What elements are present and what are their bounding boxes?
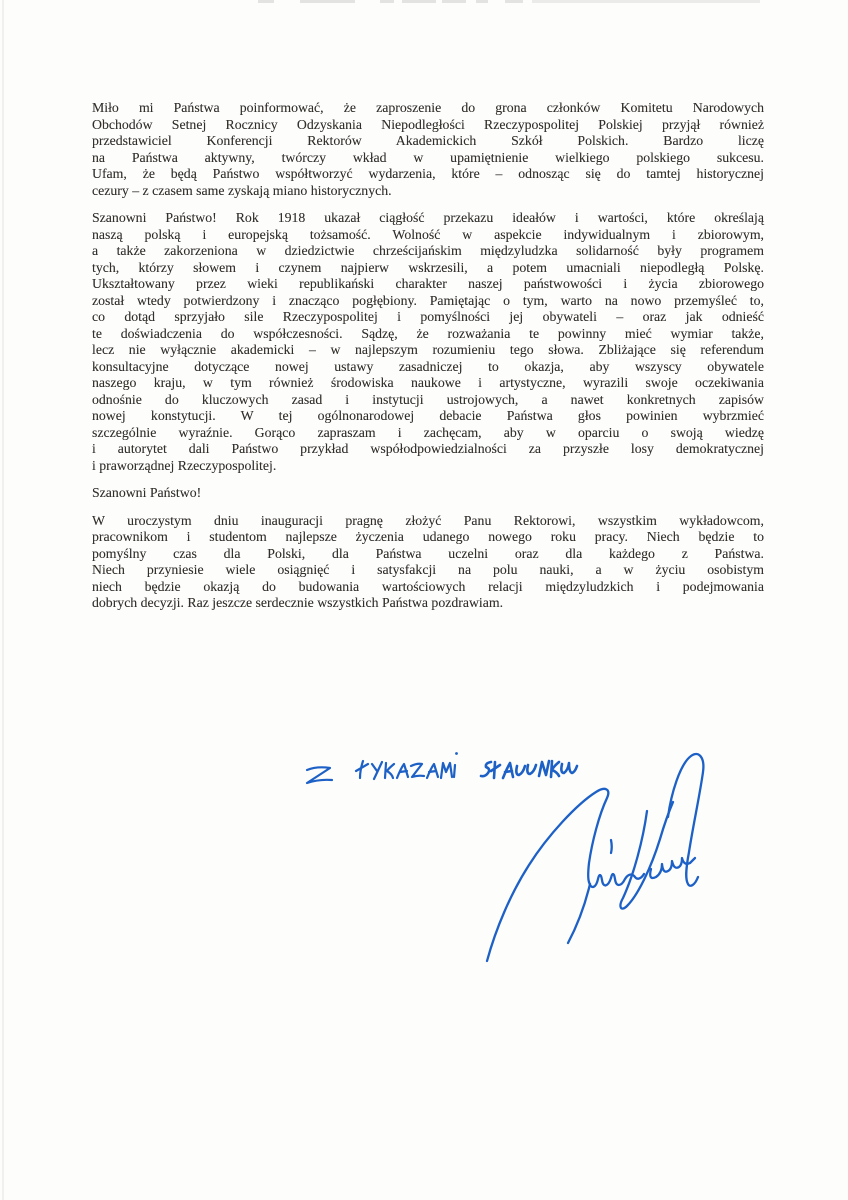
scan-artifact-top xyxy=(0,0,848,6)
text-line: a także zakorzeniona w dziedzictwie chrześcijańskim międzyludzka solidarność były programem xyxy=(92,243,764,258)
handwritten-signature xyxy=(487,754,703,961)
paragraph xyxy=(92,100,764,199)
text-line: Obchodów Setnej Rocznicy Odzyskania Niepodległości Rzeczypospolitej Polskiej przyjął również xyxy=(92,116,764,132)
text-line: naszą polską i europejską tożsamość. Wolność w aspekcie indywidualnym i zbiorowym, xyxy=(92,226,764,242)
text-line: lecz nie wyłącznie akademicki – w najlepszym rozumieniu tego słowa. Zbliżające się referendum xyxy=(92,342,764,357)
text-line: te doświadczenia do współczesności. Sądzę, że rozważania te powinny mieć wymiar także, xyxy=(92,325,764,341)
text-line: i autorytet dali Państwo przykład współodpowiedzialności za przyszłe losy demokratycznej xyxy=(92,441,764,456)
paragraph xyxy=(92,513,764,612)
text-line: Szanowni Państwo! xyxy=(92,485,202,500)
text-line: nowej konstytucji. W tej ogólnonarodowej debacie Państwa głos powinien wybrzmieć xyxy=(92,408,764,423)
text-line: Ukształtowany przez wieki republikański charakter naszej państwowości i życia zbiorowego xyxy=(92,276,764,291)
text-line: Niech przyniesie wiele osiągnięć i satysfakcji na polu nauki, a w życiu osobistym xyxy=(92,562,764,577)
text-line: dobrych decyzji. Raz jeszcze serdecznie wszystkich Państwa pozdrawiam. xyxy=(92,595,504,610)
text-line: niech będzie okazją do budowania wartościowych relacji międzyludzkich i podejmowania xyxy=(92,578,764,594)
text-line: pracownikom i studentom najlepsze życzenia udanego nowego roku pracy. Niech będzie to xyxy=(92,529,764,544)
text-line: cezury – z czasem same zyskają miano historycznych. xyxy=(92,182,392,198)
text-line: W uroczystym dniu inauguracji pragnę złożyć Panu Rektorowi, wszystkim wykładowcom, xyxy=(92,512,764,528)
text-line: odnośnie do kluczowych zasad i instytucji ustrojowych, a nawet konkretnych zapisów xyxy=(92,391,764,407)
text-line: konsultacyjne dotyczące nowej ustawy zasadniczej to okazja, aby wszyscy obywatele xyxy=(92,358,764,374)
paragraph xyxy=(92,485,764,502)
text-line: na Państwa aktywny, twórczy wkład w upamiętnienie wielkiego polskiego sukcesu. xyxy=(92,149,764,165)
paragraph xyxy=(92,210,764,474)
text-line: przedstawiciel Konferencji Rektorów Akademickich Szkół Polskich. Bardzo liczę xyxy=(92,133,764,148)
text-line: naszego kraju, w tym również środowiska naukowe i artystyczne, wyrazili swoje oczekiwania xyxy=(92,375,764,390)
text-line: szczególnie wyraźnie. Gorąco zapraszam i zachęcam, aby w oparciu o swoją wiedzę xyxy=(92,424,764,440)
text-line: Ufam, że będą Państwo współtworzyć wydarzenia, które – odnosząc się do tamtej historycznej xyxy=(92,166,764,181)
scan-edge-artifact xyxy=(2,0,4,1200)
text-line: Miło mi Państwa poinformować, że zaproszenie do grona członków Komitetu Narodowych xyxy=(92,100,764,115)
text-line: co dotąd sprzyjało sile Rzeczypospolitej i pomyślności jej obywateli – oraz jak odnieść xyxy=(92,309,764,324)
letter-body xyxy=(92,100,764,623)
text-line: i praworządnej Rzeczypospolitej. xyxy=(92,457,277,473)
handwritten-closing-note xyxy=(307,752,577,783)
text-line: został wtedy potwierdzony i znacząco pogłębiony. Pamiętając o tym, warto na nowo przemyśleć to, xyxy=(92,292,764,308)
text-line: pomyślny czas dla Polski, dla Państwa uczelni oraz dla każdego z Państwa. xyxy=(92,545,764,561)
text-line: tych, którzy słowem i czynem najpierw wskrzesili, a potem umacniali niepodległą Polskę. xyxy=(92,259,764,275)
text-line: Szanowni Państwo! Rok 1918 ukazał ciągłość przekazu ideałów i wartości, które określają xyxy=(92,210,764,225)
